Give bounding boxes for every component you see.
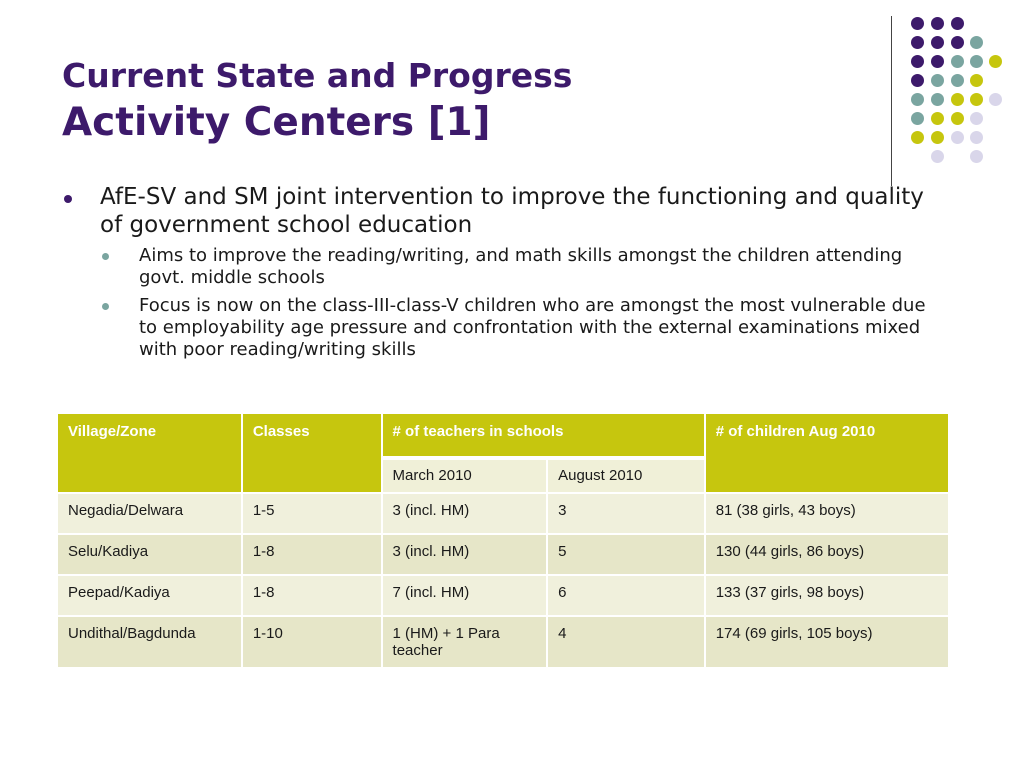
cell-village: Negadia/Delwara [57,493,242,534]
main-bullet-text: AfE-SV and SM joint intervention to improve the functioning and quality of government school education [100,184,924,238]
main-bullet [62,183,942,239]
dot [911,131,924,144]
dot [970,55,983,68]
dot [970,112,983,125]
bullet-dot-icon [102,253,109,260]
cell-children: 130 (44 girls, 86 boys) [705,534,949,575]
title-line-1: Current State and Progress [62,56,573,95]
dot [911,55,924,68]
dot [951,55,964,68]
header-children: # of children Aug 2010 [705,413,949,493]
table-row [57,616,949,668]
cell-village: Selu/Kadiya [57,534,242,575]
header-march-2010: March 2010 [382,458,548,493]
dot [989,55,1002,68]
cell-children: 81 (38 girls, 43 boys) [705,493,949,534]
bullet-dot-icon [64,195,72,203]
dot [951,74,964,87]
cell-march: 3 (incl. HM) [382,493,548,534]
dot [931,150,944,163]
dot [951,131,964,144]
dot [931,74,944,87]
cell-village: Peepad/Kadiya [57,575,242,616]
dot [970,150,983,163]
bullet-dot-icon [102,303,109,310]
dot [931,131,944,144]
cell-august: 4 [547,616,705,668]
header-village: Village/Zone [57,413,242,493]
cell-children: 133 (37 girls, 98 boys) [705,575,949,616]
dot [951,93,964,106]
dot [970,36,983,49]
cell-march: 7 (incl. HM) [382,575,548,616]
cell-classes: 1-8 [242,575,382,616]
dot [911,93,924,106]
dot [931,93,944,106]
sub-bullet-text: Focus is now on the class-III-class-V children who are amongst the most vulnerable due to employability age pressure and confrontation with the external examinations mixed with poor reading/writing skills [139,295,926,360]
dot [989,93,1002,106]
dot [951,112,964,125]
dot [931,36,944,49]
dot [951,17,964,30]
cell-march: 3 (incl. HM) [382,534,548,575]
dot [931,17,944,30]
bullet-list [62,183,942,361]
title-line-2: Activity Centers [1] [62,100,491,145]
sub-bullet [62,295,942,361]
cell-village: Undithal/Bagdunda [57,616,242,668]
dot [931,112,944,125]
cell-children: 174 (69 girls, 105 boys) [705,616,949,668]
dot [911,17,924,30]
cell-august: 6 [547,575,705,616]
activity-centers-table [56,412,950,669]
header-teachers: # of teachers in schools [382,413,705,458]
header-august-2010: August 2010 [547,458,705,493]
sub-bullet-text: Aims to improve the reading/writing, and math skills amongst the children attending govt. middle schools [139,245,903,288]
slide-title [62,56,572,146]
table-row [57,493,949,534]
cell-classes: 1-10 [242,616,382,668]
dot [970,74,983,87]
table-row [57,575,949,616]
dot [911,112,924,125]
dot [951,36,964,49]
header-classes: Classes [242,413,382,493]
divider-line [891,16,892,186]
table-row [57,534,949,575]
cell-classes: 1-8 [242,534,382,575]
sub-bullet [62,245,942,289]
cell-august: 3 [547,493,705,534]
dot [970,131,983,144]
dot [931,55,944,68]
cell-march: 1 (HM) + 1 Para teacher [382,616,548,668]
dot [970,93,983,106]
dot [911,36,924,49]
dot [911,74,924,87]
cell-classes: 1-5 [242,493,382,534]
cell-august: 5 [547,534,705,575]
